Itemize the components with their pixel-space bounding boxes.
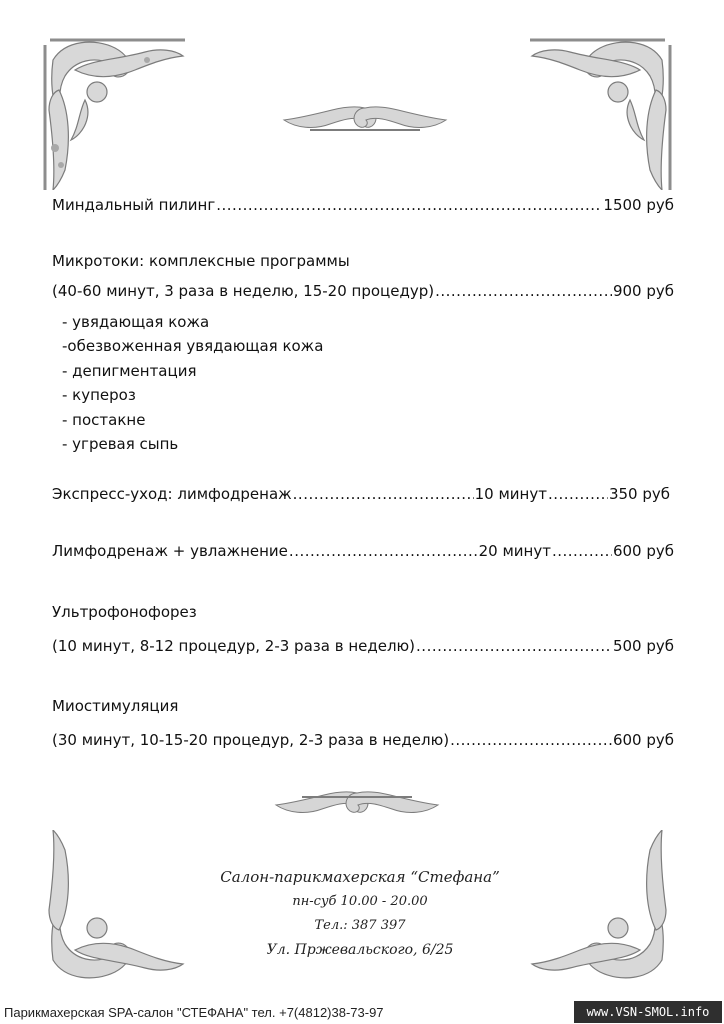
- service-title-myostim: Миостимуляция: [52, 697, 179, 715]
- list-item: - купероз: [62, 386, 136, 405]
- price-row-lymph-moist: [52, 541, 674, 561]
- service-title-ultraphono: Ультрофонофорез: [52, 603, 197, 621]
- service-details: (40-60 минут, 3 раза в неделю, 15-20 процедур): [52, 282, 435, 300]
- service-name: Лимфодренаж + увлажнение: [52, 542, 288, 560]
- service-price: 600 руб: [612, 542, 674, 560]
- service-price: 500 руб: [612, 637, 674, 655]
- salon-name: Салон-парикмахерская “Стефана”: [220, 868, 500, 886]
- service-price: 1500 руб: [603, 196, 674, 214]
- indications-list: [62, 310, 323, 456]
- ornamental-divider-top: [280, 100, 450, 140]
- salon-address: Ул. Пржевальского, 6/25: [266, 942, 454, 958]
- price-row-express-care: [52, 484, 670, 504]
- site-link[interactable]: www.VSN-SMOL.info: [574, 1001, 722, 1023]
- ornamental-divider-bottom: [272, 785, 442, 825]
- service-name: Экспресс-уход: лимфодренаж: [52, 485, 292, 503]
- service-price: 900 руб: [612, 282, 674, 300]
- service-price: 600 руб: [612, 731, 674, 749]
- list-item: - угревая сыпь: [62, 435, 179, 454]
- corner-ornament-top-right: [530, 30, 680, 190]
- salon-phone: Тел.: 387 397: [314, 918, 406, 933]
- price-row-almond-peeling: [52, 195, 674, 215]
- list-item: -обезвоженная увядающая кожа: [62, 337, 324, 356]
- service-duration: 10 минут: [474, 485, 547, 503]
- price-row-myostim: [52, 730, 674, 750]
- service-duration: 20 минут: [478, 542, 551, 560]
- service-details: (10 минут, 8-12 процедур, 2-3 раза в неделю): [52, 637, 416, 655]
- list-item: - депигментация: [62, 361, 197, 380]
- corner-ornament-top-left: [35, 30, 185, 190]
- service-details: (30 минут, 10-15-20 процедур, 2-3 раза в неделю): [52, 731, 450, 749]
- service-name: Миндальный пилинг: [52, 196, 216, 214]
- list-item: - увядающая кожа: [62, 313, 210, 331]
- footer-caption: Парикмахерская SPA-салон "СТЕФАНА" тел. +7(4812)38-73-97: [4, 1005, 384, 1020]
- price-row-ultraphono: [52, 636, 674, 656]
- corner-ornament-bottom-right: [530, 830, 680, 990]
- service-price: 350 руб: [608, 485, 670, 503]
- corner-ornament-bottom-left: [35, 830, 185, 990]
- service-title-microcurrents: Микротоки: комплексные программы: [52, 252, 350, 270]
- list-item: - постакне: [62, 410, 146, 429]
- salon-hours: пн-суб 10.00 - 20.00: [292, 894, 428, 909]
- price-row-microcurrents: [52, 281, 674, 301]
